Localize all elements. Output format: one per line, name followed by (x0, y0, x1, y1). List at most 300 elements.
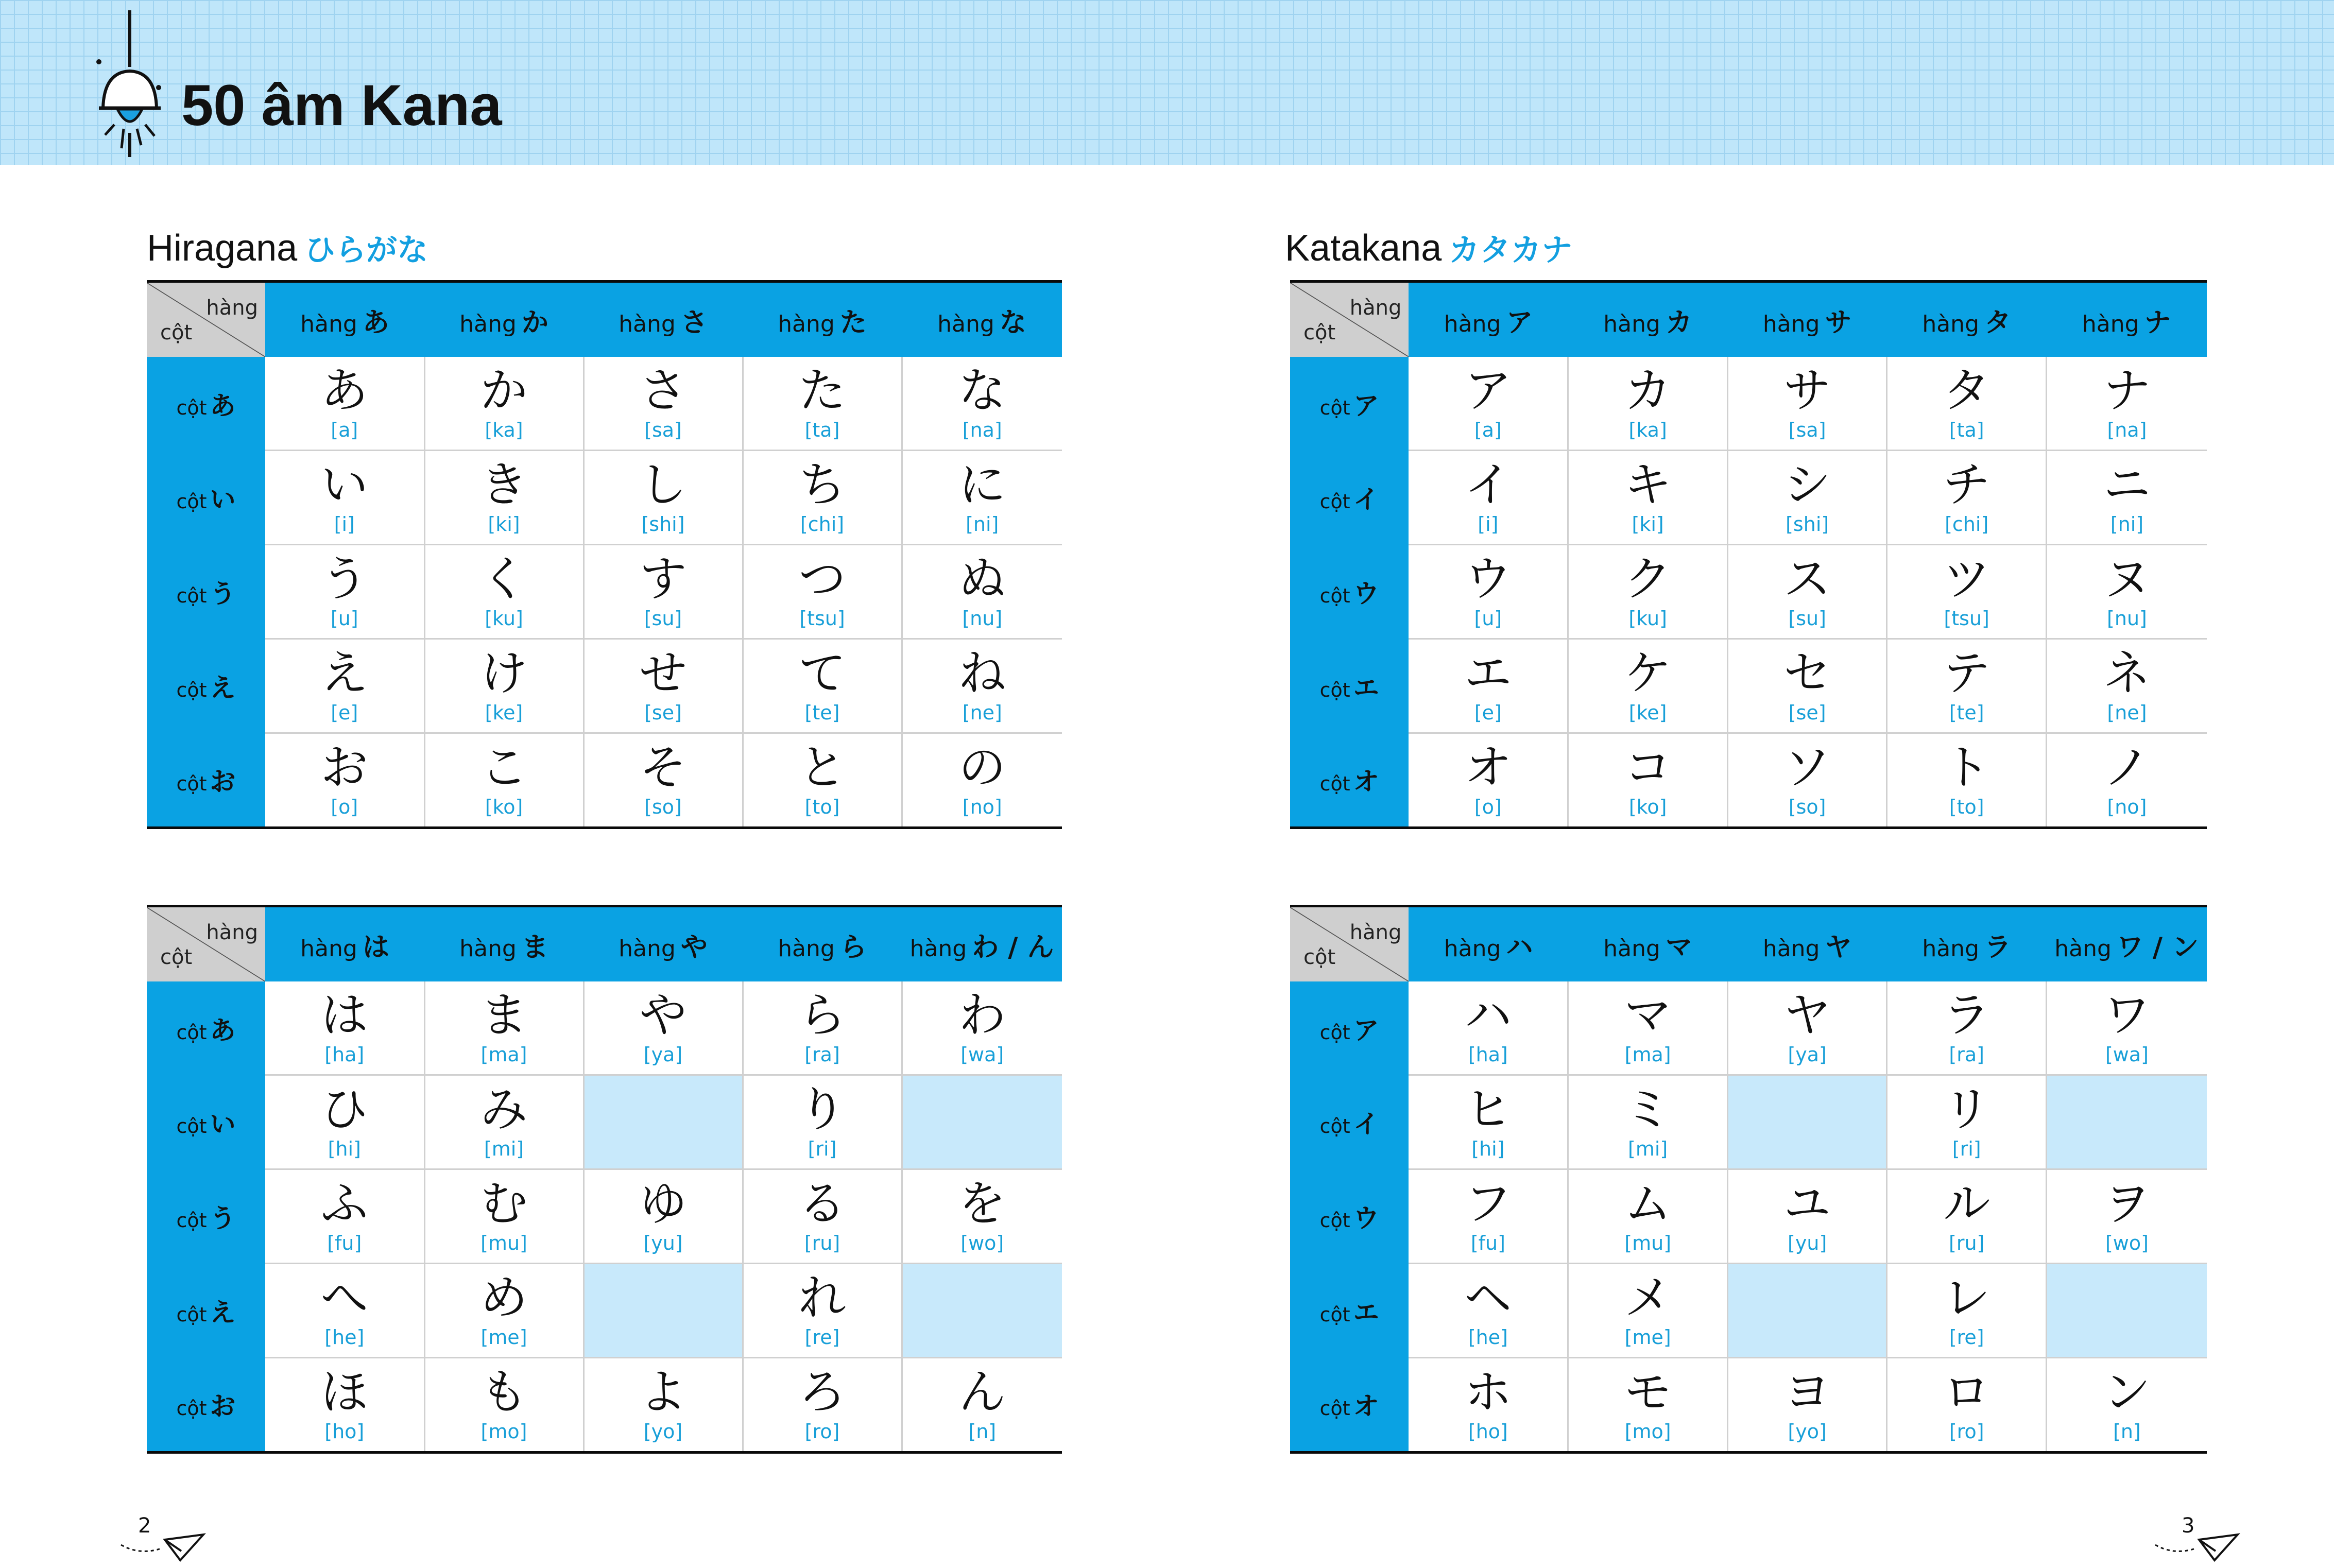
row-header (147, 545, 265, 639)
romaji: [ki] (1632, 513, 1664, 536)
kana-char: ネ (2103, 646, 2151, 701)
kana-char: ろ (798, 1365, 846, 1420)
kana-cell (265, 981, 424, 1075)
romaji: [ha] (324, 1043, 365, 1066)
kana-cell (1409, 981, 1568, 1075)
romaji: [mu] (1624, 1232, 1672, 1254)
romaji: [mo] (1624, 1420, 1671, 1443)
kana-cell (584, 545, 743, 639)
table-row (147, 1358, 1062, 1453)
row-prefix: cột (176, 1021, 207, 1044)
kana-char: ス (1783, 552, 1831, 607)
header-prefix: hàng (1444, 311, 1501, 337)
romaji: [tsu] (799, 607, 845, 630)
kana-char: よ (639, 1365, 687, 1420)
kana-cell (1409, 1169, 1568, 1264)
kana-cell (1409, 733, 1568, 828)
kana-cell (265, 1075, 424, 1169)
table-corner (1290, 282, 1409, 357)
romaji: [hi] (1471, 1138, 1505, 1160)
row-prefix: cột (176, 584, 207, 607)
romaji: [ha] (1468, 1043, 1508, 1066)
row-prefix: cột (1319, 1303, 1350, 1326)
romaji: [to] (1949, 796, 1984, 818)
romaji: [ta] (804, 419, 840, 441)
romaji: [ra] (1949, 1043, 1984, 1066)
kana-cell (584, 981, 743, 1075)
romaji: [shi] (1786, 513, 1829, 536)
kana-cell (265, 545, 424, 639)
row-header (147, 733, 265, 828)
kana-cell (265, 1358, 424, 1453)
header-prefix: hàng (778, 935, 835, 962)
kana-cell (902, 639, 1062, 733)
row-kana: ア (1353, 1015, 1379, 1045)
romaji: [no] (962, 796, 1002, 818)
romaji: [a] (331, 419, 358, 441)
romaji: [yu] (1788, 1232, 1827, 1254)
kana-cell (902, 733, 1062, 828)
kana-cell (1409, 1075, 1568, 1169)
row-prefix: cột (176, 1209, 207, 1232)
kana-char: ツ (1943, 552, 1990, 607)
row-header (1290, 733, 1409, 828)
column-header (584, 906, 743, 982)
kana-char: ン (2103, 1365, 2151, 1420)
romaji: [o] (331, 796, 358, 818)
kana-cell (1568, 357, 1728, 451)
row-prefix: cột (176, 772, 207, 796)
kana-char: マ (1624, 988, 1672, 1043)
kana-char: そ (639, 740, 687, 795)
kana-cell (1887, 639, 2047, 733)
kana-cell (424, 1358, 584, 1453)
kana-char: ん (958, 1365, 1006, 1420)
kana-cell (424, 639, 584, 733)
kana-char: い (320, 457, 368, 512)
column-header (424, 282, 584, 357)
empty-cell (584, 1075, 743, 1169)
romaji: [he] (324, 1326, 365, 1349)
row-header (1290, 1169, 1409, 1264)
kana-cell (584, 1169, 743, 1264)
kana-cell (2046, 639, 2207, 733)
table-row (147, 1075, 1062, 1169)
page-title: 50 âm Kana (181, 73, 502, 137)
table-row (1290, 1075, 2207, 1169)
kana-char: む (480, 1176, 528, 1231)
header-kana: な (999, 307, 1026, 338)
kana-char: つ (798, 552, 846, 607)
romaji: [re] (804, 1326, 840, 1349)
kana-char: ム (1624, 1176, 1672, 1231)
romaji: [tsu] (1944, 607, 1989, 630)
kana-char: ヘ (1464, 1270, 1512, 1325)
kana-cell (1727, 1169, 1887, 1264)
kana-char: を (958, 1176, 1006, 1231)
row-prefix: cột (1319, 1115, 1350, 1138)
kana-cell (902, 1169, 1062, 1264)
kana-char: に (958, 457, 1006, 512)
romaji: [mu] (480, 1232, 527, 1254)
table-row (1290, 981, 2207, 1075)
romaji: [ka] (1628, 419, 1667, 441)
katakana-jp-label: カタカナ (1449, 233, 1573, 267)
romaji: [he] (1468, 1326, 1508, 1349)
kana-cell (1568, 1358, 1728, 1453)
kana-char: キ (1624, 457, 1672, 512)
row-header (1290, 981, 1409, 1075)
kana-char: ア (1464, 363, 1512, 418)
row-prefix: cột (176, 679, 207, 701)
header-kana: や (680, 932, 708, 963)
romaji: [nu] (2107, 607, 2147, 630)
kana-char: ワ (2103, 988, 2151, 1043)
romaji: [o] (1474, 796, 1502, 818)
kana-char: や (639, 988, 687, 1043)
empty-cell (1727, 1264, 1887, 1358)
romaji: [ro] (1949, 1420, 1984, 1443)
header-kana: タ (1984, 307, 2012, 338)
corner-col-label: cột (1303, 321, 1336, 344)
romaji: [sa] (1788, 419, 1826, 441)
romaji: [i] (334, 513, 355, 536)
kana-char: る (798, 1176, 846, 1231)
kana-cell (743, 451, 902, 545)
kana-char: ク (1624, 552, 1672, 607)
empty-cell (584, 1264, 743, 1358)
romaji: [yo] (643, 1420, 683, 1443)
romaji: [ma] (480, 1043, 527, 1066)
kana-char: と (798, 740, 846, 795)
kana-cell (743, 1358, 902, 1453)
table-row (1290, 733, 2207, 828)
romaji: [i] (1478, 513, 1499, 536)
table-corner (147, 906, 265, 982)
table-row (147, 981, 1062, 1075)
romaji: [ke] (1628, 701, 1667, 724)
kana-char: か (480, 363, 528, 418)
romaji: [ho] (1468, 1420, 1508, 1443)
header-kana: ナ (2144, 307, 2171, 338)
romaji: [so] (644, 796, 682, 818)
kana-cell (1409, 545, 1568, 639)
table-corner (1290, 906, 1409, 982)
corner-row-label: hàng (1349, 921, 1402, 944)
romaji: [chi] (1945, 513, 1989, 536)
kana-char: メ (1624, 1270, 1672, 1325)
column-header (424, 906, 584, 982)
romaji: [se] (1788, 701, 1826, 724)
romaji: [ma] (1624, 1043, 1671, 1066)
romaji: [mi] (484, 1138, 524, 1160)
kana-char: ミ (1624, 1082, 1672, 1137)
romaji: [ri] (1952, 1138, 1981, 1160)
row-prefix: cột (1319, 679, 1350, 701)
table-row (1290, 545, 2207, 639)
kana-cell (1409, 451, 1568, 545)
header-kana: ワ / ン (2116, 932, 2199, 963)
kana-cell (1727, 451, 1887, 545)
kana-char: け (480, 646, 528, 701)
romaji: [ru] (1949, 1232, 1985, 1254)
row-header (1290, 1264, 1409, 1358)
kana-cell (1568, 1264, 1728, 1358)
row-prefix: cột (1319, 396, 1350, 419)
header-kana: ア (1506, 307, 1533, 338)
romaji: [re] (1949, 1326, 1984, 1349)
kana-cell (424, 357, 584, 451)
kana-char: ヤ (1783, 988, 1831, 1043)
kana-char: ル (1943, 1176, 1990, 1231)
corner-col-label: cột (1303, 945, 1336, 969)
header-prefix: hàng (909, 935, 967, 962)
kana-cell (902, 545, 1062, 639)
kana-cell (743, 357, 902, 451)
table-row (147, 545, 1062, 639)
row-prefix: cột (1319, 1209, 1350, 1232)
kana-cell (1727, 357, 1887, 451)
header-prefix: hàng (300, 311, 357, 337)
table-row (147, 639, 1062, 733)
column-header (1887, 282, 2047, 357)
kana-cell (743, 1264, 902, 1358)
kana-char: フ (1464, 1176, 1512, 1231)
romaji: [so] (1788, 796, 1826, 818)
kana-cell (424, 1169, 584, 1264)
kana-char: き (480, 457, 528, 512)
kana-char: ヨ (1783, 1365, 1831, 1420)
kana-char: モ (1624, 1365, 1672, 1420)
empty-cell (902, 1075, 1062, 1169)
romaji: [u] (330, 607, 358, 630)
header-prefix: hàng (2054, 935, 2112, 962)
kana-char: オ (1464, 740, 1512, 795)
kana-char: さ (639, 363, 687, 418)
kana-char: こ (480, 740, 528, 795)
row-kana: イ (1353, 485, 1379, 514)
row-kana: え (210, 673, 236, 703)
kana-char: ふ (320, 1176, 368, 1231)
romaji: [ro] (804, 1420, 840, 1443)
romaji: [ra] (804, 1043, 840, 1066)
row-header (1290, 357, 1409, 451)
kana-char: リ (1943, 1082, 1990, 1137)
romaji: [ri] (808, 1138, 837, 1160)
katakana-label: Katakana (1285, 228, 1442, 269)
column-header (2046, 282, 2207, 357)
kana-char: カ (1624, 363, 1672, 418)
kana-char: た (798, 363, 846, 418)
header-prefix: hàng (2082, 311, 2139, 337)
kana-cell (1727, 545, 1887, 639)
kana-char: り (798, 1082, 846, 1137)
column-header (902, 282, 1062, 357)
romaji: [chi] (800, 513, 845, 536)
kana-cell (265, 733, 424, 828)
kana-char: シ (1783, 457, 1831, 512)
romaji: [ta] (1949, 419, 1984, 441)
kana-cell (743, 545, 902, 639)
header-kana: わ / ん (972, 932, 1054, 963)
column-header (2046, 906, 2207, 982)
row-prefix: cột (176, 1397, 207, 1420)
header-kana: ラ (1984, 932, 2012, 963)
romaji: [te] (1949, 701, 1984, 724)
row-prefix: cột (176, 396, 207, 419)
romaji: [ki] (488, 513, 520, 536)
romaji: [to] (804, 796, 840, 818)
romaji: [fu] (1470, 1232, 1505, 1254)
empty-cell (2046, 1264, 2207, 1358)
row-kana: お (210, 1391, 236, 1422)
kana-char: く (480, 552, 528, 607)
row-prefix: cột (176, 490, 207, 513)
column-header (1409, 906, 1568, 982)
hiragana-jp-label: ひらがな (304, 233, 428, 267)
kana-char: ヒ (1464, 1082, 1512, 1137)
romaji: [na] (962, 419, 1002, 441)
row-kana: イ (1353, 1109, 1379, 1139)
kana-cell (584, 639, 743, 733)
kana-cell (2046, 357, 2207, 451)
kana-cell (743, 733, 902, 828)
romaji: [ko] (485, 796, 523, 818)
column-header (743, 282, 902, 357)
kana-char: ナ (2103, 363, 2151, 418)
kana-char: ユ (1783, 1176, 1831, 1231)
kana-cell (1887, 1169, 2047, 1264)
kana-cell (2046, 545, 2207, 639)
kana-char: サ (1783, 363, 1831, 418)
kana-char: ケ (1624, 646, 1672, 701)
romaji: [e] (1474, 701, 1502, 724)
kana-cell (1887, 1075, 2047, 1169)
row-header (147, 1075, 265, 1169)
romaji: [te] (804, 701, 840, 724)
kana-char: セ (1783, 646, 1831, 701)
row-prefix: cột (1319, 1397, 1350, 1420)
row-header (1290, 451, 1409, 545)
kana-char: ね (958, 646, 1006, 701)
kana-cell (265, 451, 424, 545)
row-header (147, 357, 265, 451)
row-kana: ウ (1353, 1203, 1379, 1233)
romaji: [ya] (1788, 1043, 1827, 1066)
kana-char: ゆ (639, 1176, 687, 1231)
kana-cell (1887, 981, 2047, 1075)
romaji: [ho] (324, 1420, 365, 1443)
kana-cell (902, 1358, 1062, 1453)
romaji: [n] (2113, 1420, 2141, 1443)
kana-char: し (639, 457, 687, 512)
column-header (1887, 906, 2047, 982)
row-kana: う (210, 579, 236, 609)
table-row (147, 733, 1062, 828)
romaji: [ya] (643, 1043, 683, 1066)
page-number-left: 2 (138, 1514, 151, 1538)
corner-row-label: hàng (206, 296, 258, 320)
kana-char: へ (320, 1270, 368, 1325)
romaji: [ko] (1628, 796, 1667, 818)
kana-cell (265, 357, 424, 451)
hiragana-title (147, 226, 428, 270)
kana-char: ほ (320, 1365, 368, 1420)
romaji: [ne] (2107, 701, 2147, 724)
kana-cell (424, 545, 584, 639)
hiragana-table-2 (147, 905, 1062, 1454)
kana-cell (1568, 733, 1728, 828)
kana-char: ニ (2103, 457, 2151, 512)
romaji: [ni] (2110, 513, 2144, 536)
kana-cell (424, 1264, 584, 1358)
romaji: [wo] (2105, 1232, 2149, 1254)
header-prefix: hàng (619, 311, 676, 337)
empty-cell (1727, 1075, 1887, 1169)
row-header (147, 1264, 265, 1358)
header-kana: ヤ (1825, 932, 1852, 963)
kana-char: ソ (1783, 740, 1831, 795)
kana-char: ラ (1943, 988, 1990, 1043)
romaji: [wa] (2105, 1043, 2149, 1066)
kana-cell (1568, 1075, 1728, 1169)
romaji: [no] (2107, 796, 2147, 818)
row-prefix: cột (1319, 490, 1350, 513)
row-prefix: cột (1319, 1021, 1350, 1044)
header-kana: ま (521, 932, 548, 963)
column-header (1568, 906, 1728, 982)
kana-cell (424, 1075, 584, 1169)
romaji: [sa] (644, 419, 682, 441)
kana-cell (1568, 981, 1728, 1075)
kana-cell (743, 639, 902, 733)
table-row (1290, 1264, 2207, 1358)
romaji: [mo] (480, 1420, 527, 1443)
table-row (1290, 1358, 2207, 1453)
header-prefix: hàng (1922, 311, 1979, 337)
row-kana: お (210, 767, 236, 797)
romaji: [me] (480, 1326, 527, 1349)
header-kana: あ (362, 307, 389, 338)
kana-char: せ (639, 646, 687, 701)
row-kana: エ (1353, 1298, 1379, 1328)
romaji: [shi] (641, 513, 685, 536)
romaji: [nu] (962, 607, 1003, 630)
romaji: [yo] (1788, 1420, 1827, 1443)
table-corner (147, 282, 265, 357)
romaji: [n] (968, 1420, 997, 1443)
kana-cell (902, 981, 1062, 1075)
kana-char: み (480, 1082, 528, 1137)
kana-char: あ (320, 363, 368, 418)
kana-cell (2046, 733, 2207, 828)
romaji: [ku] (485, 607, 523, 630)
column-header (265, 282, 424, 357)
romaji: [wa] (960, 1043, 1004, 1066)
kana-cell (265, 639, 424, 733)
row-header (147, 451, 265, 545)
column-header (902, 906, 1062, 982)
corner-col-label: cột (160, 945, 193, 969)
row-prefix: cột (176, 1115, 207, 1138)
kana-cell (1568, 545, 1728, 639)
paper-plane-icon (2153, 1524, 2240, 1565)
column-header (1568, 282, 1728, 357)
kana-cell (424, 733, 584, 828)
romaji: [na] (2107, 419, 2147, 441)
kana-cell (584, 357, 743, 451)
kana-cell (584, 1358, 743, 1453)
